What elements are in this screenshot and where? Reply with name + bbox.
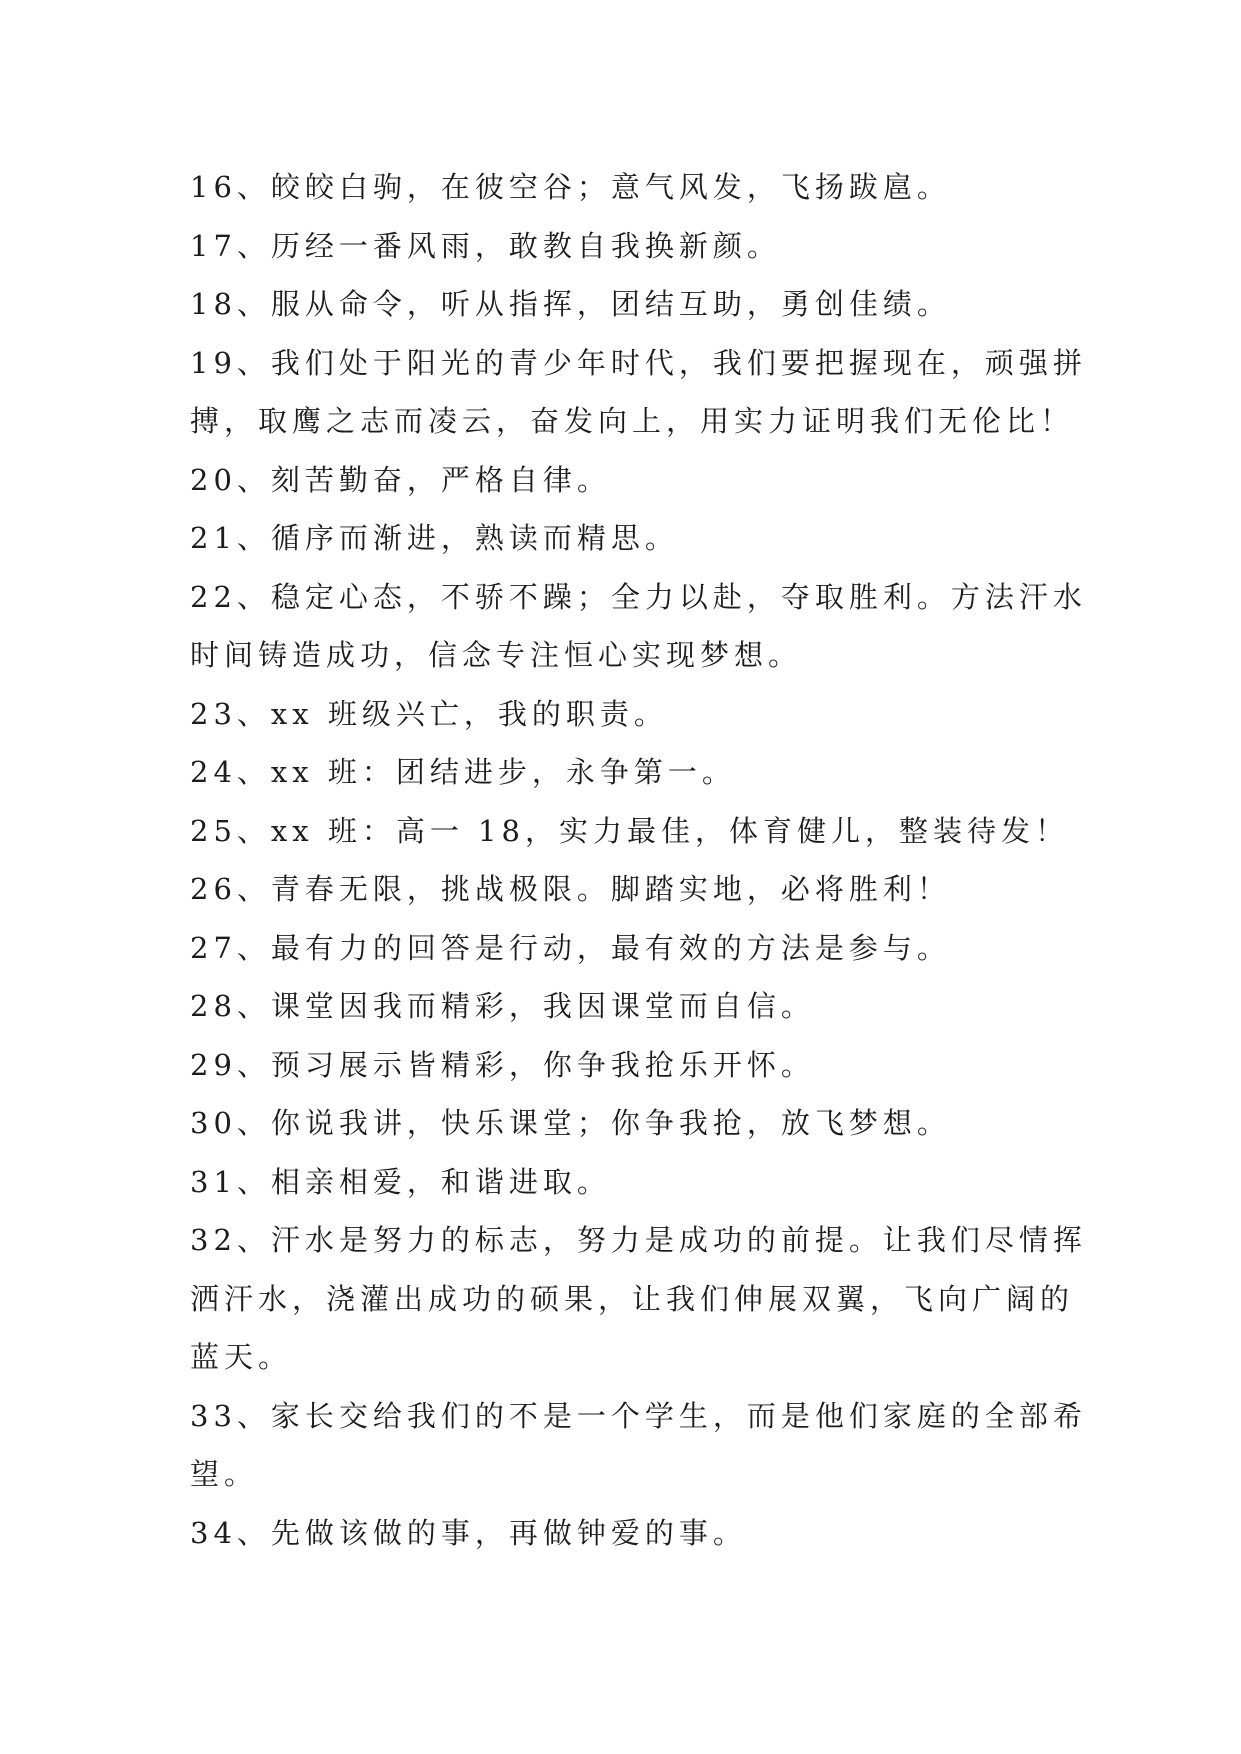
text-line: 17、历经一番风雨，敢教自我换新颜。 [190,228,781,263]
text-line: 22、稳定心态，不骄不躁；全力以赴，夺取胜利。方法汗水 [190,579,1087,614]
text-line: 23、xx 班级兴亡，我的职责。 [190,696,668,731]
text-line: 27、最有力的回答是行动，最有效的方法是参与。 [190,930,951,965]
text-line: 16、皎皎白驹，在彼空谷；意气风发，飞扬跋扈。 [190,170,951,204]
text-line: 34、先做该做的事，再做钟爱的事。 [190,1515,747,1550]
document-body [190,158,1087,1562]
text-line: 33、家长交给我们的不是一个学生，而是他们家庭的全部希 [190,1398,1087,1433]
text-line: 28、课堂因我而精彩，我因课堂而自信。 [190,989,815,1023]
text-line: 26、青春无限，挑战极限。脚踏实地，必将胜利！ [190,872,951,906]
text-line: 望。 [190,1457,259,1491]
text-line: 20、刻苦勤奋，严格自律。 [190,462,611,497]
text-line: 32、汗水是努力的标志，努力是成功的前提。让我们尽情挥 [190,1223,1087,1257]
text-line: 30、你说我讲，快乐课堂；你争我抢，放飞梦想。 [190,1106,951,1140]
text-line: 搏，取鹰之志而凌云，奋发向上，用实力证明我们无伦比！ [190,404,1075,438]
text-line: 29、预习展示皆精彩，你争我抢乐开怀。 [190,1047,815,1082]
text-line: 18、服从命令，听从指挥，团结互助，勇创佳绩。 [190,287,951,321]
text-line: 时间铸造成功，信念专注恒心实现梦想。 [190,638,803,672]
text-line: 25、xx 班：高一 18，实力最佳，体育健儿，整装待发！ [190,813,1069,848]
text-line: 洒汗水，浇灌出成功的硕果，让我们伸展双翼，飞向广阔的 [190,1281,1075,1316]
text-line: 24、xx 班：团结进步，永争第一。 [190,755,736,789]
text-line: 21、循序而渐进，熟读而精思。 [190,521,679,555]
text-line: 蓝天。 [190,1340,293,1374]
text-line: 19、我们处于阳光的青少年时代，我们要把握现在，顽强拼 [190,345,1087,380]
text-line: 31、相亲相爱，和谐进取。 [190,1164,611,1199]
